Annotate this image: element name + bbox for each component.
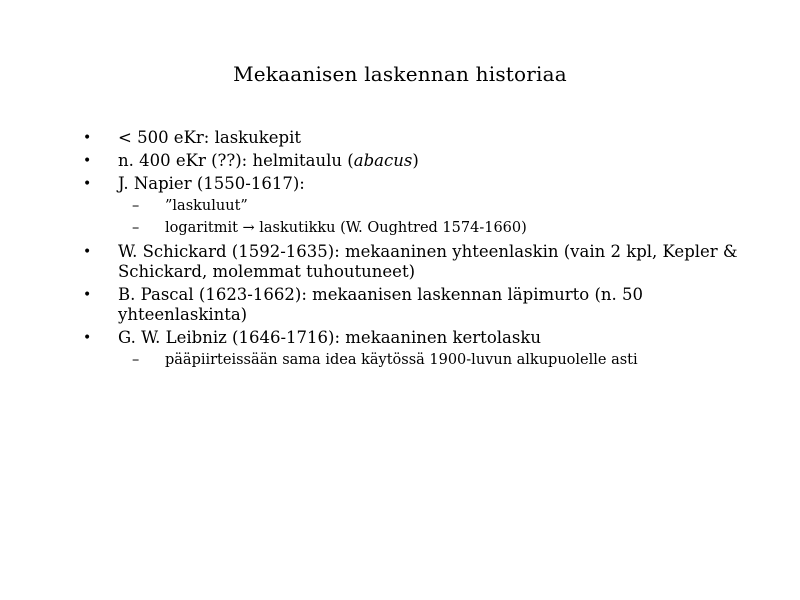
- bullet-icon: •: [83, 176, 92, 192]
- list-item-text-end: ): [412, 151, 419, 170]
- list-item: [80, 151, 760, 171]
- list-item-text: W. Schickard (1592-1635): mekaaninen yhteenlaskin (vain 2 kpl, Kepler & Schickard, molemmat tuhoutuneet): [118, 242, 738, 281]
- sub-list-item: [80, 351, 760, 369]
- list-item-text: n. 400 eKr (??): helmitaulu (: [118, 151, 354, 170]
- bullet-icon: •: [83, 330, 92, 346]
- list-item: [80, 174, 760, 194]
- sub-list-item-text: logaritmit → laskutikku (W. Oughtred 1574-1660): [165, 220, 527, 236]
- list-item-italic-term: abacus: [353, 151, 413, 170]
- dash-icon: –: [132, 352, 140, 368]
- bullet-icon: •: [83, 130, 92, 146]
- leibniz-sublist: [80, 351, 760, 369]
- list-item-text: G. W. Leibniz (1646-1716): mekaaninen kertolasku: [118, 328, 541, 347]
- list-item: [80, 328, 760, 348]
- list-item: [80, 285, 760, 325]
- sub-list-item: [80, 197, 760, 215]
- list-item-text: < 500 eKr: laskukepit: [118, 128, 302, 147]
- dash-icon: –: [132, 198, 140, 214]
- bullet-icon: •: [83, 153, 92, 169]
- napier-sublist: [80, 197, 760, 237]
- dash-icon: –: [132, 220, 140, 236]
- list-item-text: B. Pascal (1623-1662): mekaanisen laskennan läpimurto (n. 50 yhteenlaskinta): [118, 285, 643, 324]
- bullet-icon: •: [83, 287, 92, 303]
- sub-list-item-text: ”laskuluut”: [165, 198, 248, 214]
- list-item-text: J. Napier (1550-1617):: [118, 174, 305, 193]
- sub-list-item: [80, 219, 760, 237]
- slide-title: Mekaanisen laskennan historiaa: [233, 62, 567, 86]
- list-item: [80, 242, 760, 282]
- sub-list-item-text: pääpiirteissään sama idea käytössä 1900-luvun alkupuolelle asti: [165, 352, 638, 368]
- list-item: [80, 128, 760, 148]
- bullet-list: [80, 128, 760, 374]
- bullet-icon: •: [83, 244, 92, 260]
